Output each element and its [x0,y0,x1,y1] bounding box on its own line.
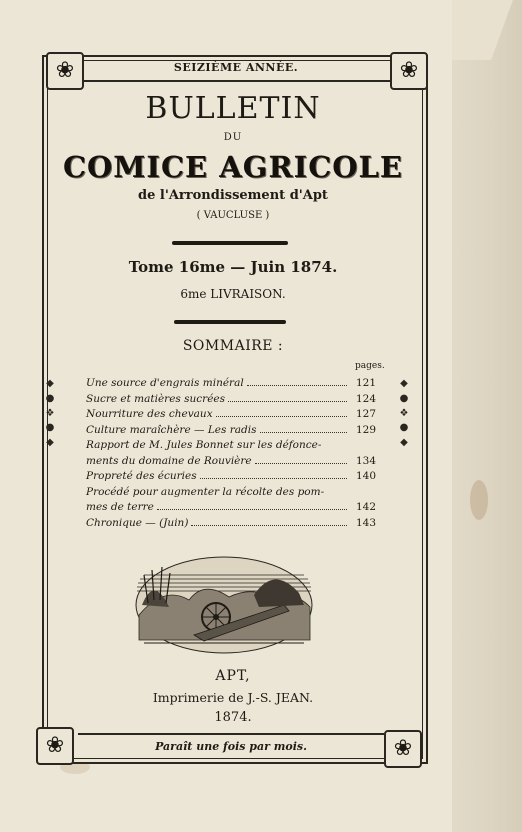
table-of-contents [86,376,376,531]
du-label: DU [223,132,243,143]
imprint-printer: Imprimerie de J.-S. JEAN. [152,690,314,705]
toc-page-number: 142 [355,501,376,513]
toc-page-number: 127 [355,408,376,420]
dot-leader [191,525,347,526]
toc-page-number: 140 [355,470,376,482]
dot-leader [255,463,347,464]
toc-entry-title: ments du domaine de Rouvière [86,454,252,467]
livraison-line: 6me LIVRAISON. [180,287,286,301]
toc-row [86,376,376,392]
floral-corner-icon: ❀ [36,727,74,765]
pages-column-label: pages. [355,361,385,371]
arrondissement-subtitle: de l'Arrondissement d'Apt [138,188,328,203]
dot-leader [228,401,347,402]
floral-corner-icon: ❀ [384,730,422,768]
divider-rule [174,320,286,324]
toc-row [86,454,376,470]
toc-row [86,423,376,439]
floral-corner-icon: ❀ [46,52,84,90]
footer-band [78,733,384,759]
toc-entry-title: mes de terre [86,501,154,513]
toc-page-number: 134 [355,454,376,467]
tome-line: Tome 16me — Juin 1874. [128,258,338,276]
toc-entry-title: Sucre et matières sucrées [86,392,226,405]
toc-row [86,516,376,532]
toc-page-number: 129 [355,423,376,436]
publication-frequency: Paraît une fois par mois. [155,740,307,753]
dot-leader [216,416,347,417]
toc-row [86,469,376,485]
toc-entry-title: Rapport de M. Jules Bonnet sur les défonce- [86,439,322,451]
toc-row [86,500,376,516]
toc-entry-title: Culture maraîchère — Les radis [86,423,257,436]
side-ornament-icon: ◆ ● ❖ ● ◆ [45,378,55,448]
toc-row [86,407,376,423]
toc-page-number: 143 [355,516,376,529]
toc-page-number: 124 [355,392,376,405]
dot-leader [157,509,347,510]
sommaire-heading: SOMMAIRE : [182,338,284,354]
divider-rule [172,241,288,245]
imprint-year: 1874. [214,710,252,725]
toc-page-number: 121 [355,377,376,389]
imprint-city: APT, [215,668,251,684]
year-band [82,58,390,82]
department-label: ( VAUCLUSE ) [196,210,270,221]
agricultural-engraving [134,545,314,655]
toc-entry-title: Nourriture des chevaux [86,408,213,420]
toc-entry-title: Une source d'engrais minéral [86,377,244,389]
toc-entry-title: Chronique — (Juin) [86,516,189,529]
side-ornament-icon: ◆ ● ❖ ● ◆ [399,378,409,448]
dot-leader [247,385,347,386]
toc-entry-title: Propreté des écuries [86,470,197,482]
bulletin-title: BULLETIN [145,91,321,126]
toc-entry-title: Procédé pour augmenter la récolte des pom- [86,485,325,498]
dot-leader [260,432,348,433]
year-label: SEIZIÈME ANNÉE. [173,61,299,74]
paper-stain [470,480,488,520]
dot-leader [200,478,347,479]
toc-row [86,392,376,408]
comice-agricole-title: COMICE AGRICOLE [62,150,404,184]
floral-corner-icon: ❀ [390,52,428,90]
toc-row [86,485,376,501]
toc-row [86,438,376,454]
